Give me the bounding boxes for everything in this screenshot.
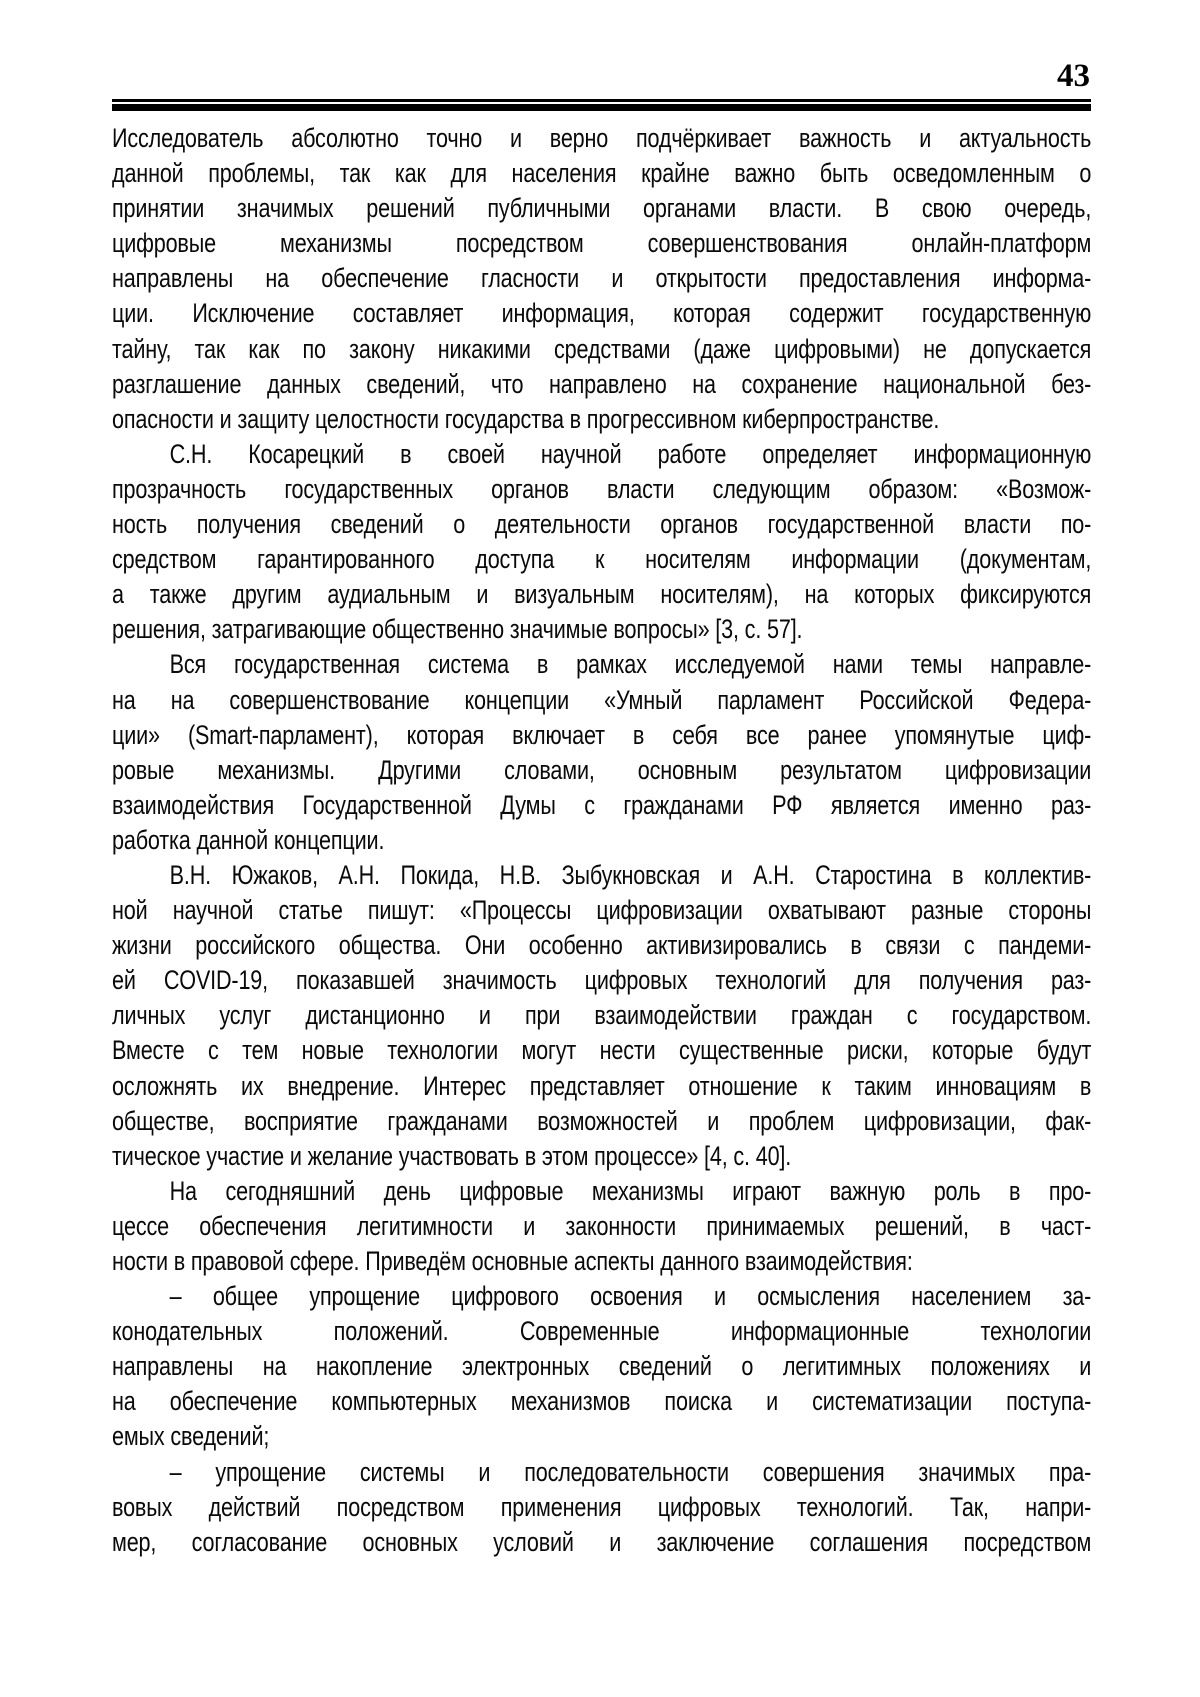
text-line: Вместе с тем новые технологии могут нести существенные риски, которые будут [112, 1035, 1092, 1066]
text-line: цифровые механизмы посредством совершенствования онлайн-платформ [112, 228, 1092, 259]
text-line: осложнять их внедрение. Интерес представляет отношение к таким инновациям в [112, 1070, 1092, 1101]
text-line: цессе обеспечения легитимности и законности принимаемых решений, в част- [112, 1210, 1092, 1241]
body-text [112, 121, 1091, 1560]
text-line: ной научной статье пишут: «Процессы цифровизации охватывают разные стороны [112, 895, 1092, 926]
text-line: прозрачность государственных органов власти следующим образом: «Возмож- [112, 473, 1092, 504]
text-line: данной проблемы, так как для населения крайне важно быть осведомленным о [112, 158, 1092, 189]
paragraph [112, 121, 1091, 437]
text-line: вовых действий посредством применения цифровых технологий. Так, напри- [112, 1491, 1092, 1522]
paragraph [112, 1455, 1091, 1560]
text-line: тическое участие и желание участвовать в этом процессе» [4, с. 40]. [112, 1140, 792, 1171]
text-line: средством гарантированного доступа к носителям информации (документам, [112, 544, 1092, 575]
text-line: – общее упрощение цифрового освоения и осмысления населением за- [169, 1281, 1092, 1312]
text-line: ции. Исключение составляет информация, которая содержит государственную [112, 298, 1092, 329]
header-rule-thick-line [112, 104, 1091, 111]
paragraph [112, 437, 1091, 648]
text-line: ции» (Smart-парламент), которая включает в себя все ранее упомянутые циф- [112, 719, 1092, 750]
text-line: на на совершенствование концепции «Умный парламент Российской Федера- [112, 684, 1092, 715]
text-line: В.Н. Южаков, А.Н. Покида, Н.В. Зыбукновская и А.Н. Старостина в коллектив- [169, 859, 1092, 890]
text-line: жизни российского общества. Они особенно активизировались в связи с пандеми- [112, 930, 1092, 961]
text-line: С.Н. Косарецкий в своей научной работе определяет информационную [169, 438, 1092, 469]
text-line: решения, затрагивающие общественно значимые вопросы» [3, с. 57]. [112, 614, 803, 645]
text-line: На сегодняшний день цифровые механизмы играют важную роль в про- [169, 1175, 1092, 1206]
text-line: разглашение данных сведений, что направлено на сохранение национальной без- [112, 368, 1092, 399]
text-line: конодательных положений. Современные информационные технологии [112, 1316, 1092, 1347]
text-line: мер, согласование основных условий и заключение соглашения посредством [112, 1526, 1092, 1557]
text-line: опасности и защиту целостности государства в прогрессивном киберпространстве. [112, 403, 940, 434]
text-line: ровые механизмы. Другими словами, основным результатом цифровизации [112, 754, 1092, 785]
paragraph [112, 1174, 1091, 1279]
text-line: обществе, восприятие гражданами возможностей и проблем цифровизации, фак- [112, 1105, 1092, 1136]
text-line: работка данной концепции. [112, 824, 385, 855]
text-line: направлены на обеспечение гласности и открытости предоставления информа- [112, 263, 1092, 294]
text-line: Исследователь абсолютно точно и верно подчёркивает важность и актуальность [112, 123, 1092, 153]
paragraph [112, 647, 1091, 858]
page-number: 43 [1057, 58, 1090, 94]
text-line: а также другим аудиальным и визуальным носителям), на которых фиксируются [112, 579, 1092, 610]
text-line: ность получения сведений о деятельности органов государственной власти по- [112, 509, 1092, 540]
text-line: тайну, так как по закону никакими средствами (даже цифровыми) не допускается [112, 333, 1092, 364]
text-line: взаимодействия Государственной Думы с гражданами РФ является именно раз- [112, 789, 1092, 820]
text-line: ности в правовой сфере. Приведём основные аспекты данного взаимодействия: [112, 1246, 913, 1276]
text-line: принятии значимых решений публичными органами власти. В свою очередь, [112, 193, 1092, 224]
header-rule [112, 99, 1091, 111]
text-line: – упрощение системы и последовательности совершения значимых пра- [169, 1456, 1092, 1487]
paragraph [112, 1279, 1091, 1454]
text-line: на обеспечение компьютерных механизмов поиска и систематизации поступа- [112, 1386, 1092, 1417]
paragraph [112, 858, 1091, 1174]
text-line: личных услуг дистанционно и при взаимодействии граждан с государством. [112, 1000, 1092, 1031]
text-line: емых сведений; [112, 1421, 270, 1452]
text-line: ей COVID-19, показавшей значимость цифровых технологий для получения раз- [112, 965, 1092, 996]
text-line: Вся государственная система в рамках исследуемой нами темы направле- [169, 649, 1092, 680]
text-line: направлены на накопление электронных сведений о легитимных положениях и [112, 1351, 1092, 1382]
header-rule-thin-line [112, 99, 1091, 102]
